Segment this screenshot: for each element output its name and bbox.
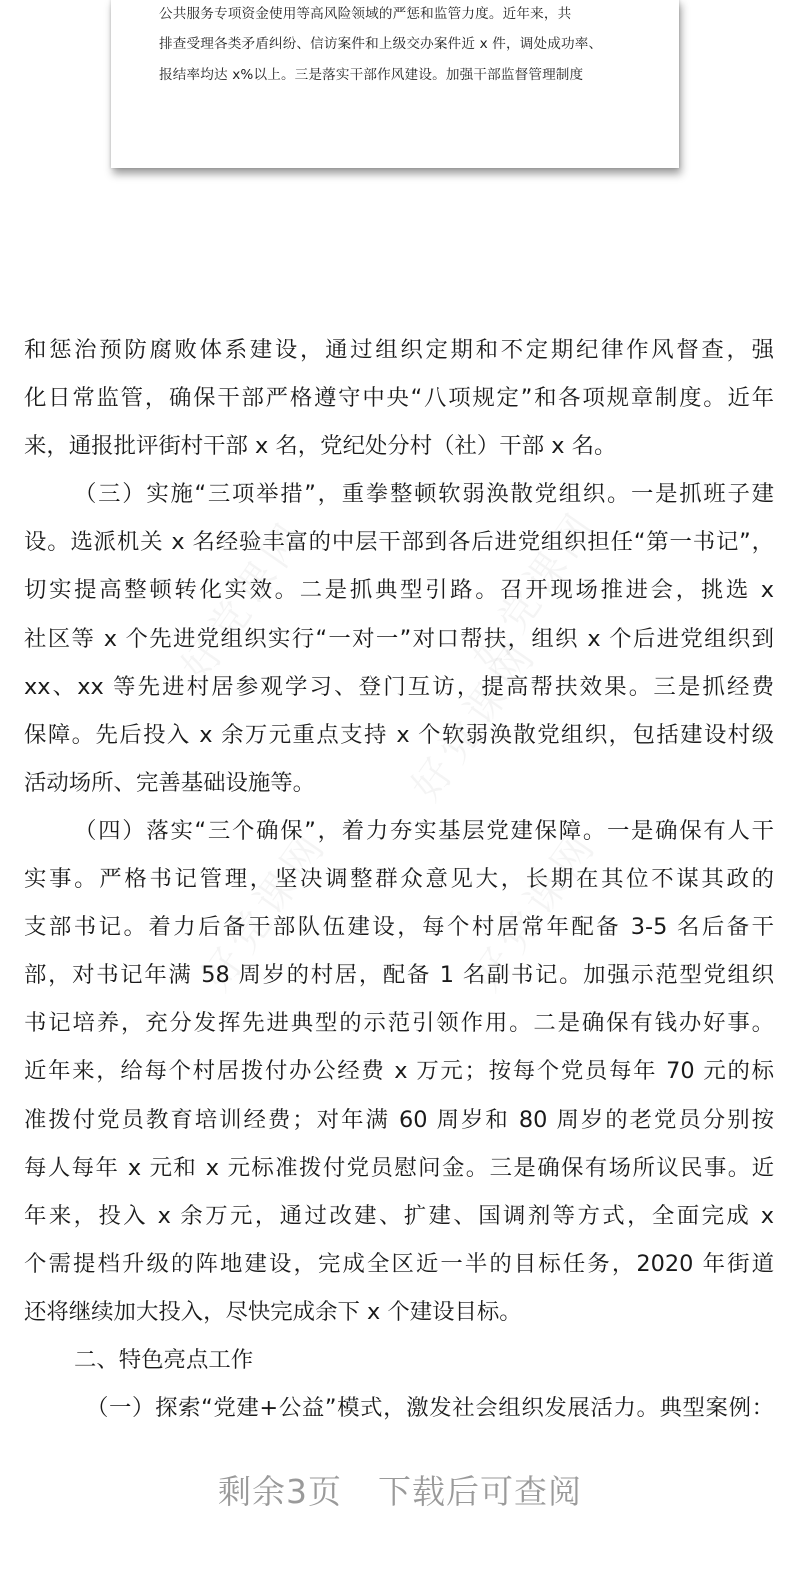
paragraph-line: （一）探索“党建+公益”模式，激发社会组织发展活力。典型案例： [86,1395,774,1422]
paragraph-line: 化日常监管，确保干部严格遵守中央“八项规定”和各项规章制度。近年 [24,385,774,412]
paragraph-line: 设。选派机关 x 名经验丰富的中层干部到各后进党组织担任“第一书记”， [24,529,774,556]
paragraph-line: 保障。先后投入 x 余万元重点支持 x 个软弱涣散党组织，包括建设村级 [24,721,774,748]
paragraph-line: 准拨付党员教育培训经费；对年满 60 周岁和 80 周岁的老党员分别按 [24,1106,774,1133]
paragraph-line: （三）实施“三项举措”，重拳整顿软弱涣散党组织。一是抓班子建 [74,481,774,508]
paragraph-line: 近年来，给每个村居拨付办公经费 x 万元；按每个党员每年 70 元的标 [24,1058,774,1085]
page-preview-card [111,0,679,168]
paragraph-line: xx、xx 等先进村居参观学习、登门互访，提高帮扶效果。三是抓经费 [24,673,774,700]
paragraph-line: 实事。严格书记管理，坚决调整群众意见大，长期在其位不谋其政的 [24,866,774,893]
section-heading: 二、特色亮点工作 [74,1346,254,1373]
paragraph-line: 切实提高整顿转化实效。二是抓典型引路。召开现场推进会，挑选 x [24,577,774,604]
paragraph-line: （四）落实“三个确保”，着力夯实基层党建保障。一是确保有人干 [74,817,774,844]
preview-line: 公共服务专项资金使用等高风险领域的严惩和监管力度。近年来，共 [159,6,572,22]
document-body [24,326,774,1432]
paragraph-line: 个需提档升级的阵地建设，完成全区近一半的目标任务，2020 年街道 [24,1250,774,1277]
preview-line: 报结率均达 x%以上。三是落实干部作风建设。加强干部监督管理制度 [159,67,584,83]
paragraph-line: 社区等 x 个先进党组织实行“一对一”对口帮扶，组织 x 个后进党组织到 [24,625,774,652]
remaining-pages-notice[interactable] [0,1466,800,1513]
paragraph-line: 来，通报批评街村干部 x 名，党纪处分村（社）干部 x 名。 [24,433,617,460]
download-hint-label: 下载后可查阅 [378,1472,582,1511]
paragraph-line: 部，对书记年满 58 周岁的村居，配备 1 名副书记。加强示范型党组织 [24,962,774,989]
remaining-pages-label: 剩余3页 [218,1472,342,1511]
paragraph-line: 书记培养，充分发挥先进典型的示范引领作用。二是确保有钱办好事。 [24,1010,774,1037]
paragraph-line: 活动场所、完善基础设施等。 [24,769,316,796]
paragraph-line: 支部书记。着力后备干部队伍建设，每个村居常年配备 3-5 名后备干 [24,914,774,941]
paragraph-line: 和惩治预防腐败体系建设，通过组织定期和不定期纪律作风督查，强 [24,337,774,363]
paragraph-line: 每人每年 x 元和 x 元标准拨付党员慰问金。三是确保有场所议民事。近 [24,1154,774,1181]
paragraph-line: 还将继续加大投入，尽快完成余下 x 个建设目标。 [24,1298,522,1325]
preview-line: 排查受理各类矛盾纠纷、信访案件和上级交办案件近 x 件，调处成功率、 [159,36,603,52]
paragraph-line: 年来，投入 x 余万元，通过改建、扩建、国调剂等方式，全面完成 x [24,1202,774,1229]
